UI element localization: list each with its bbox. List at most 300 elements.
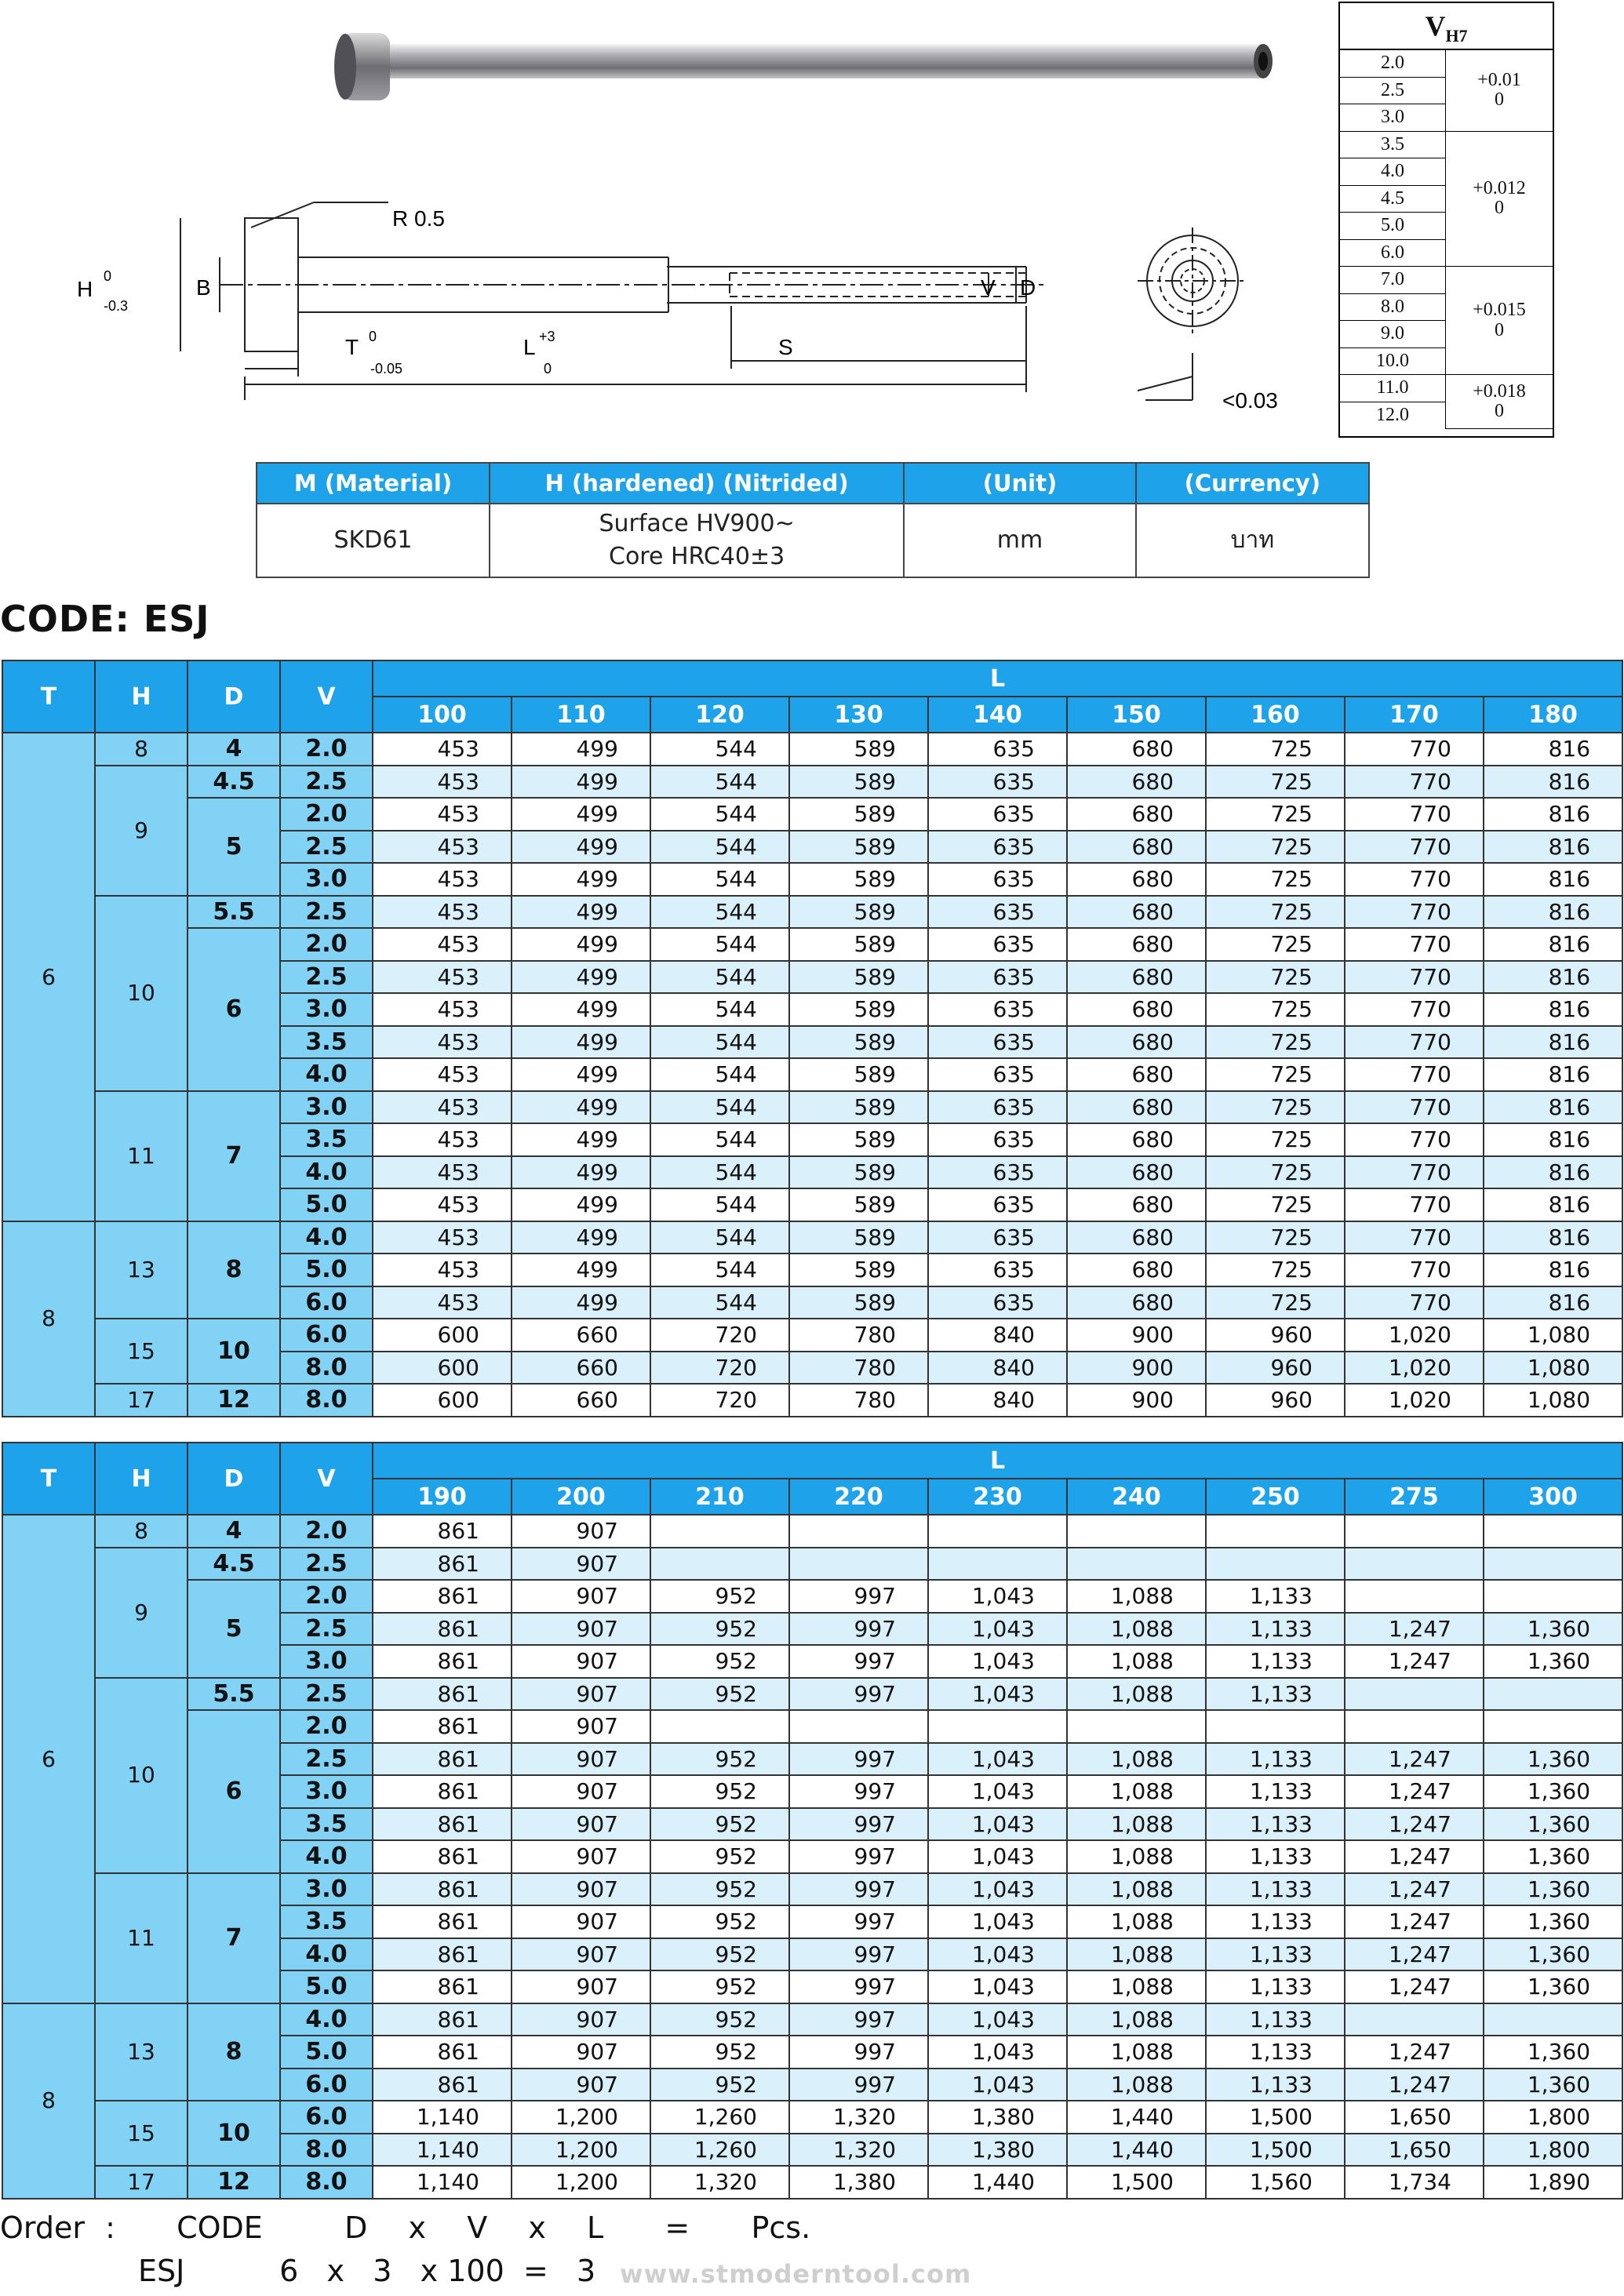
price-cell: 1,247 (1345, 1645, 1484, 1678)
price-cell: 1,133 (1206, 1808, 1345, 1841)
svg-text:D: D (1020, 275, 1036, 300)
price-cell: 1,133 (1206, 1645, 1345, 1678)
price-cell: 499 (512, 896, 650, 929)
price-cell: 725 (1206, 928, 1345, 961)
price-cell: 1,088 (1067, 1775, 1206, 1808)
price-cell: 1,088 (1067, 1580, 1206, 1613)
price-cell: 725 (1206, 896, 1345, 929)
price-cell: 1,088 (1067, 1613, 1206, 1646)
col-header-t: T (2, 660, 95, 733)
price-cell: 1,360 (1484, 1645, 1622, 1678)
price-cell: 635 (928, 1058, 1067, 1091)
v-cell: 2.5 (280, 896, 373, 929)
price-cell: 680 (1067, 1156, 1206, 1189)
v-value: 8.0 (1340, 293, 1446, 321)
price-cell: 1,360 (1484, 1938, 1622, 1971)
table-row (2, 733, 1622, 766)
price-cell: 907 (512, 1840, 650, 1873)
price-cell: 907 (512, 1580, 650, 1613)
price-cell: 816 (1484, 798, 1622, 831)
price-cell: 589 (789, 831, 928, 864)
price-cell: 770 (1345, 1188, 1484, 1221)
price-cell: 660 (512, 1384, 650, 1417)
t-cell: 6 (2, 1515, 95, 2003)
svg-text:-0.05: -0.05 (370, 361, 403, 377)
price-cell: 1,440 (1067, 2134, 1206, 2167)
v-cell: 4.0 (280, 1221, 373, 1254)
currency-header: (Currency) (1136, 463, 1369, 504)
price-cell: 1,043 (928, 1678, 1067, 1711)
price-cell: 589 (789, 1254, 928, 1286)
price-cell: 725 (1206, 863, 1345, 896)
v-value: 11.0 (1340, 375, 1446, 402)
price-cell: 1,088 (1067, 1678, 1206, 1711)
price-cell (650, 1548, 789, 1581)
technical-drawing (63, 180, 1310, 439)
price-cell: 1,088 (1067, 1840, 1206, 1873)
price-cell: 1,247 (1345, 1743, 1484, 1776)
price-cell: 1,133 (1206, 1905, 1345, 1938)
price-cell: 720 (650, 1384, 789, 1417)
price-cell: 1,360 (1484, 1775, 1622, 1808)
price-cell: 770 (1345, 1091, 1484, 1124)
price-cell: 816 (1484, 863, 1622, 896)
d-cell: 5.5 (188, 896, 280, 929)
price-table-1 (2, 660, 1623, 1417)
price-cell: 499 (512, 733, 650, 766)
price-cell: 680 (1067, 1188, 1206, 1221)
hardness-header: H (hardened) (Nitrided) (490, 463, 904, 504)
length-header: 240 (1067, 1479, 1206, 1515)
price-cell: 900 (1067, 1319, 1206, 1352)
price-cell: 770 (1345, 1221, 1484, 1254)
price-cell: 660 (512, 1319, 650, 1352)
price-cell: 1,088 (1067, 1743, 1206, 1776)
price-cell: 1,360 (1484, 1808, 1622, 1841)
svg-text:0: 0 (369, 329, 377, 344)
price-cell: 952 (650, 1840, 789, 1873)
v-cell: 2.0 (280, 928, 373, 961)
price-cell: 907 (512, 1678, 650, 1711)
price-cell: 635 (928, 1188, 1067, 1221)
price-cell: 1,088 (1067, 2036, 1206, 2069)
price-cell: 1,140 (373, 2101, 512, 2134)
v-value: 3.0 (1340, 104, 1446, 132)
price-cell: 1,247 (1345, 2069, 1484, 2101)
d-cell: 6 (188, 1710, 280, 1873)
price-cell: 960 (1206, 1352, 1345, 1385)
price-cell: 1,043 (928, 1645, 1067, 1678)
price-cell: 453 (373, 1221, 512, 1254)
price-cell: 1,360 (1484, 1970, 1622, 2003)
price-cell: 1,360 (1484, 1613, 1622, 1646)
price-cell: 907 (512, 2069, 650, 2101)
price-cell: 861 (373, 1580, 512, 1613)
v-value: 2.5 (1340, 77, 1446, 104)
col-header-l: L (373, 660, 1622, 697)
price-cell: 1,380 (928, 2134, 1067, 2167)
price-cell: 1,043 (928, 1613, 1067, 1646)
price-cell: 907 (512, 1970, 650, 2003)
v-cell: 3.0 (280, 1091, 373, 1124)
price-cell: 499 (512, 1156, 650, 1189)
price-cell: 680 (1067, 1026, 1206, 1059)
price-cell: 1,020 (1345, 1352, 1484, 1385)
price-cell (1067, 1515, 1206, 1548)
table-row (2, 1384, 1622, 1417)
svg-text:H: H (77, 277, 93, 301)
price-cell: 840 (928, 1384, 1067, 1417)
t-cell: 8 (2, 1221, 95, 1417)
price-cell: 635 (928, 1254, 1067, 1286)
price-cell: 907 (512, 1548, 650, 1581)
price-cell: 589 (789, 863, 928, 896)
price-cell: 1,560 (1206, 2166, 1345, 2199)
v-cell: 5.0 (280, 2036, 373, 2069)
price-cell: 544 (650, 863, 789, 896)
tolerance-value: +0.015 0 (1446, 267, 1553, 375)
price-cell: 900 (1067, 1352, 1206, 1385)
price-cell: 635 (928, 1221, 1067, 1254)
price-cell (1067, 1710, 1206, 1743)
length-header: 210 (650, 1479, 789, 1515)
price-cell: 499 (512, 1286, 650, 1319)
price-cell: 770 (1345, 831, 1484, 864)
price-cell: 861 (373, 1645, 512, 1678)
v-cell: 2.5 (280, 766, 373, 799)
price-cell: 544 (650, 1026, 789, 1059)
h-cell: 10 (95, 1678, 188, 1873)
price-cell: 861 (373, 1970, 512, 2003)
length-header: 170 (1345, 697, 1484, 733)
price-cell: 1,247 (1345, 1938, 1484, 1971)
table-row (2, 1515, 1622, 1548)
price-cell: 1,734 (1345, 2166, 1484, 2199)
price-cell: 589 (789, 733, 928, 766)
price-cell: 816 (1484, 1091, 1622, 1124)
price-cell: 1,800 (1484, 2134, 1622, 2167)
tolerance-value: +0.01 0 (1446, 50, 1553, 131)
v-cell: 3.0 (280, 1873, 373, 1906)
v-cell: 2.5 (280, 1548, 373, 1581)
price-cell: 816 (1484, 1156, 1622, 1189)
unit-header: (Unit) (904, 463, 1136, 504)
table-row (2, 798, 1622, 831)
price-cell: 1,247 (1345, 1808, 1484, 1841)
price-cell (1206, 1548, 1345, 1581)
price-cell: 861 (373, 1873, 512, 1906)
price-cell: 907 (512, 1808, 650, 1841)
price-cell: 1,133 (1206, 1775, 1345, 1808)
hardness-value: Surface HV900~ Core HRC40±3 (490, 504, 904, 577)
price-cell: 770 (1345, 1286, 1484, 1319)
col-header-v: V (280, 1443, 373, 1515)
tolerance-value: +0.018 0 (1446, 375, 1553, 429)
price-cell (650, 1515, 789, 1548)
price-cell: 453 (373, 1058, 512, 1091)
price-cell: 1,360 (1484, 2036, 1622, 2069)
price-cell: 635 (928, 896, 1067, 929)
price-cell: 952 (650, 1905, 789, 1938)
price-cell: 1,080 (1484, 1319, 1622, 1352)
v-cell: 3.0 (280, 863, 373, 896)
price-cell: 952 (650, 1970, 789, 2003)
v-cell: 3.5 (280, 1808, 373, 1841)
h-cell: 9 (95, 1548, 188, 1678)
price-cell: 589 (789, 1058, 928, 1091)
price-cell: 1,133 (1206, 1743, 1345, 1776)
price-cell: 816 (1484, 993, 1622, 1026)
price-cell: 725 (1206, 831, 1345, 864)
price-cell: 635 (928, 733, 1067, 766)
d-cell: 5.5 (188, 1678, 280, 1711)
price-cell: 1,260 (650, 2101, 789, 2134)
price-cell: 1,140 (373, 2134, 512, 2167)
price-cell: 1,440 (928, 2166, 1067, 2199)
price-cell: 680 (1067, 1221, 1206, 1254)
d-cell: 7 (188, 1091, 280, 1221)
v-cell: 3.0 (280, 993, 373, 1026)
price-cell: 680 (1067, 831, 1206, 864)
price-cell: 770 (1345, 993, 1484, 1026)
price-cell: 780 (789, 1352, 928, 1385)
price-cell (1484, 1548, 1622, 1581)
table-row (2, 2003, 1622, 2036)
price-cell: 680 (1067, 1254, 1206, 1286)
price-cell: 1,133 (1206, 1938, 1345, 1971)
price-cell (1345, 1580, 1484, 1613)
price-cell: 635 (928, 798, 1067, 831)
price-cell: 1,380 (789, 2166, 928, 2199)
price-cell: 453 (373, 831, 512, 864)
price-cell: 453 (373, 863, 512, 896)
price-cell: 635 (928, 863, 1067, 896)
v-value: 5.0 (1340, 213, 1446, 240)
length-header: 100 (373, 697, 512, 733)
v-cell: 2.5 (280, 1613, 373, 1646)
price-cell: 1,650 (1345, 2101, 1484, 2134)
price-cell: 725 (1206, 1286, 1345, 1319)
price-cell: 770 (1345, 1254, 1484, 1286)
price-cell (789, 1710, 928, 1743)
price-cell: 1,043 (928, 2036, 1067, 2069)
v-cell: 8.0 (280, 1384, 373, 1417)
price-cell: 997 (789, 2003, 928, 2036)
price-cell: 453 (373, 1254, 512, 1286)
price-cell: 589 (789, 961, 928, 994)
price-cell: 1,140 (373, 2166, 512, 2199)
price-cell (1345, 2003, 1484, 2036)
price-cell: 997 (789, 2036, 928, 2069)
price-cell: 997 (789, 1840, 928, 1873)
price-cell: 861 (373, 1613, 512, 1646)
price-cell: 544 (650, 993, 789, 1026)
price-cell: 1,440 (1067, 2101, 1206, 2134)
price-cell: 453 (373, 993, 512, 1026)
price-cell: 453 (373, 1188, 512, 1221)
price-cell: 544 (650, 1123, 789, 1156)
price-cell: 1,800 (1484, 2101, 1622, 2134)
d-cell: 10 (188, 2101, 280, 2166)
price-cell: 680 (1067, 1091, 1206, 1124)
price-cell: 589 (789, 1221, 928, 1254)
price-cell: 1,247 (1345, 1775, 1484, 1808)
price-cell: 952 (650, 1678, 789, 1711)
price-cell: 1,043 (928, 2003, 1067, 2036)
v-cell: 6.0 (280, 2101, 373, 2134)
price-cell: 861 (373, 2069, 512, 2101)
price-cell: 453 (373, 1123, 512, 1156)
svg-text:R 0.5: R 0.5 (392, 206, 445, 231)
price-cell: 1,260 (650, 2134, 789, 2167)
col-header-t: T (2, 1443, 95, 1515)
price-cell: 635 (928, 928, 1067, 961)
price-cell: 1,043 (928, 1905, 1067, 1938)
price-cell: 1,360 (1484, 1905, 1622, 1938)
price-cell: 907 (512, 1938, 650, 1971)
col-header-h: H (95, 660, 188, 733)
price-cell (928, 1710, 1067, 1743)
price-cell: 544 (650, 798, 789, 831)
table-row (2, 1319, 1622, 1352)
svg-text:-0.3: -0.3 (104, 298, 129, 314)
h-cell: 17 (95, 2166, 188, 2199)
price-cell: 816 (1484, 896, 1622, 929)
price-cell: 544 (650, 831, 789, 864)
price-cell: 499 (512, 1221, 650, 1254)
price-cell: 1,133 (1206, 2036, 1345, 2069)
v-value: 9.0 (1340, 321, 1446, 348)
price-cell: 1,133 (1206, 1580, 1345, 1613)
price-cell: 1,380 (928, 2101, 1067, 2134)
price-cell: 997 (789, 1808, 928, 1841)
price-cell: 1,133 (1206, 1840, 1345, 1873)
v-cell: 8.0 (280, 2166, 373, 2199)
price-cell: 725 (1206, 961, 1345, 994)
h-cell: 13 (95, 2003, 188, 2101)
table-row (2, 896, 1622, 929)
tolerance-row (1340, 50, 1553, 77)
t-cell: 6 (2, 733, 95, 1221)
price-cell: 635 (928, 993, 1067, 1026)
price-cell: 770 (1345, 1123, 1484, 1156)
price-cell: 960 (1206, 1319, 1345, 1352)
price-cell: 1,080 (1484, 1352, 1622, 1385)
price-cell: 725 (1206, 1026, 1345, 1059)
price-cell: 816 (1484, 1123, 1622, 1156)
length-header: 190 (373, 1479, 512, 1515)
v-cell: 2.5 (280, 961, 373, 994)
price-cell (928, 1548, 1067, 1581)
d-cell: 10 (188, 1319, 280, 1384)
price-cell: 725 (1206, 1221, 1345, 1254)
v-cell: 4.0 (280, 1840, 373, 1873)
price-cell (1345, 1710, 1484, 1743)
v-cell: 5.0 (280, 1970, 373, 2003)
h-cell: 11 (95, 1091, 188, 1221)
price-cell: 1,320 (789, 2134, 928, 2167)
price-cell: 589 (789, 1156, 928, 1189)
price-cell: 1,200 (512, 2101, 650, 2134)
price-cell (1484, 2003, 1622, 2036)
price-cell: 997 (789, 1873, 928, 1906)
table-row (2, 766, 1622, 799)
price-cell: 499 (512, 993, 650, 1026)
h-cell: 10 (95, 896, 188, 1091)
h-cell: 17 (95, 1384, 188, 1417)
product-image (322, 24, 1287, 118)
v-cell: 2.5 (280, 831, 373, 864)
price-cell: 1,200 (512, 2166, 650, 2199)
price-cell: 861 (373, 2003, 512, 2036)
svg-text:0: 0 (544, 361, 552, 377)
price-cell: 635 (928, 831, 1067, 864)
length-header: 160 (1206, 697, 1345, 733)
table-row (2, 1710, 1622, 1743)
price-cell: 997 (789, 1678, 928, 1711)
svg-text:B: B (196, 275, 211, 300)
svg-text:S: S (778, 335, 793, 359)
unit-value: mm (904, 504, 1136, 577)
h-cell: 15 (95, 1319, 188, 1384)
price-cell: 840 (928, 1352, 1067, 1385)
v-cell: 2.5 (280, 1678, 373, 1711)
price-cell: 861 (373, 2036, 512, 2069)
d-cell: 5 (188, 1580, 280, 1678)
price-cell: 725 (1206, 1188, 1345, 1221)
d-cell: 12 (188, 1384, 280, 1417)
price-cell: 1,088 (1067, 1938, 1206, 1971)
v-value: 3.5 (1340, 131, 1446, 158)
price-cell: 907 (512, 1613, 650, 1646)
price-cell: 544 (650, 1156, 789, 1189)
d-cell: 8 (188, 2003, 280, 2101)
price-cell: 725 (1206, 1058, 1345, 1091)
v-cell: 4.0 (280, 1156, 373, 1189)
price-cell: 900 (1067, 1384, 1206, 1417)
price-cell: 770 (1345, 1026, 1484, 1059)
price-cell: 499 (512, 798, 650, 831)
table-row (2, 2101, 1622, 2134)
price-cell: 589 (789, 1026, 928, 1059)
price-cell (1345, 1678, 1484, 1711)
price-cell: 861 (373, 1775, 512, 1808)
table-row (2, 2166, 1622, 2199)
price-cell: 770 (1345, 1156, 1484, 1189)
price-cell: 499 (512, 961, 650, 994)
v-cell: 2.0 (280, 798, 373, 831)
d-cell: 4.5 (188, 1548, 280, 1581)
svg-text:0: 0 (104, 268, 112, 284)
price-cell: 952 (650, 1938, 789, 1971)
price-cell: 1,043 (928, 1873, 1067, 1906)
h-cell: 8 (95, 1515, 188, 1548)
v-value: 4.5 (1340, 185, 1446, 213)
price-cell: 600 (373, 1352, 512, 1385)
d-cell: 8 (188, 1221, 280, 1319)
price-cell: 907 (512, 1905, 650, 1938)
price-cell: 544 (650, 896, 789, 929)
tolerance-row (1340, 131, 1553, 158)
price-cell: 816 (1484, 1026, 1622, 1059)
price-cell: 635 (928, 1026, 1067, 1059)
price-cell: 680 (1067, 766, 1206, 799)
price-cell (1206, 1710, 1345, 1743)
price-cell: 952 (650, 2003, 789, 2036)
price-cell: 1,200 (512, 2134, 650, 2167)
price-cell: 1,043 (928, 1580, 1067, 1613)
price-cell: 499 (512, 1254, 650, 1286)
